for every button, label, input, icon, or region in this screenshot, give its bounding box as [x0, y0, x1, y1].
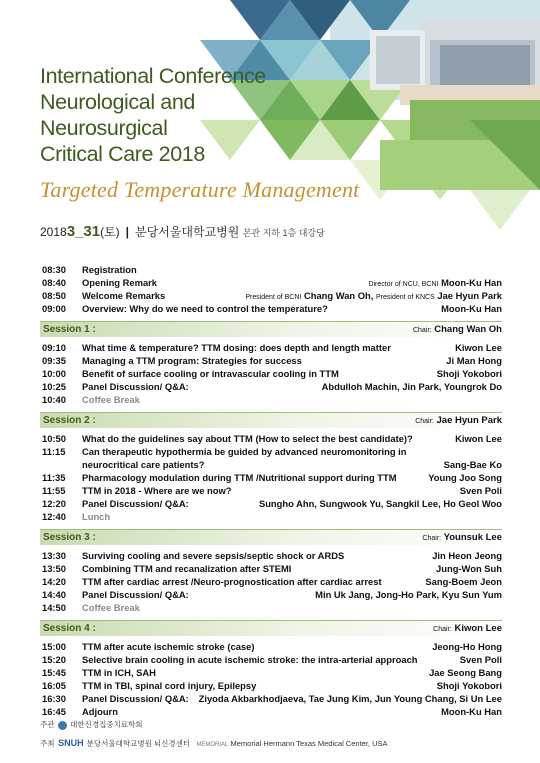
chair-label: Chair: — [412, 327, 432, 334]
topic: TTM in ICH, SAH — [82, 667, 156, 678]
title-line: Neurological and — [40, 90, 195, 114]
schedule-row — [40, 666, 502, 679]
chair-name: Jae Hyun Park — [436, 415, 502, 426]
host-label: 주관 — [40, 720, 55, 729]
time: 13:50 — [42, 563, 66, 574]
time: 14:40 — [42, 589, 66, 600]
speaker: Min Uk Jang, Jong-Ho Park, Kyu Sun Yum — [315, 589, 502, 600]
topic: Combining TTM and recanalization after STEMI — [82, 563, 292, 574]
session-header — [40, 620, 502, 636]
topic: What time & temperature? TTM dosing: does depth and length matter — [82, 342, 391, 353]
schedule-row — [40, 432, 502, 445]
venue: 분당서울대학교병원 — [135, 225, 240, 239]
schedule-row — [40, 549, 502, 562]
topic: Welcome Remarks — [82, 290, 166, 301]
topic: Adjourn — [82, 706, 118, 717]
speaker: Jeong-Ho Hong — [432, 641, 502, 652]
topic: Lunch — [82, 511, 111, 522]
kncs-logo-icon — [58, 721, 67, 730]
session-name: Session 3 : — [43, 532, 96, 543]
speaker: Moon-Ku Han — [441, 706, 502, 717]
chair-label: Chair: — [433, 626, 452, 633]
schedule-row — [40, 302, 502, 315]
session-chair — [413, 322, 502, 338]
topic: TTM in 2018 - Where are we now? — [82, 485, 232, 496]
schedule-row — [40, 484, 502, 497]
topic: Opening Remark — [82, 277, 158, 288]
schedule-row — [40, 354, 502, 367]
speaker-name: Jae Hyun Park — [437, 290, 502, 301]
time: 11:55 — [42, 485, 66, 496]
session-name: Session 1 : — [43, 324, 96, 335]
chair-label: Chair: — [422, 535, 442, 542]
time: 12:40 — [42, 511, 66, 522]
speaker-name: Chang Wan Oh, — [303, 290, 374, 301]
title-line: International Conference — [40, 64, 266, 88]
session-name: Session 4 : — [43, 623, 96, 634]
topic: Surviving cooling and severe sepsis/septic shock or ARDS — [82, 550, 345, 561]
speaker: Ziyoda Akbarkhodjaeva, Tae Jung Kim, Jun Young Chang, Si Un Lee — [198, 693, 502, 704]
topic: Registration — [82, 264, 137, 275]
session-name: Session 2 : — [43, 415, 96, 426]
time: 16:05 — [42, 680, 66, 691]
title-line: Critical Care 2018 — [40, 142, 205, 166]
schedule-row — [40, 341, 502, 354]
topic: Managing a TTM program: Strategies for success — [82, 355, 302, 366]
speaker: Sungho Ahn, Sungwook Yu, Sangkil Lee, Ho Geol Woo — [258, 498, 502, 509]
speaker-role: President of KNCS — [376, 294, 435, 301]
schedule-row — [40, 562, 502, 575]
speaker-role: Director of NCU, BCNI — [368, 281, 439, 288]
host-line — [40, 716, 388, 734]
chair-name: Chang Wan Oh — [434, 324, 502, 335]
topic: Panel Discussion/ Q&A: — [82, 589, 189, 600]
organizer-1: 분당서울대학교병원 뇌신경센터 — [86, 739, 191, 748]
time: 11:15 — [42, 446, 66, 457]
schedule-row — [40, 380, 502, 393]
time: 12:20 — [42, 498, 66, 509]
memorial-logo: MEMORIAL — [196, 742, 229, 748]
speaker: Jin Heon Jeong — [432, 550, 502, 561]
topic: TTM after acute ischemic stroke (case) — [82, 641, 255, 652]
date-venue-line — [40, 223, 325, 240]
speaker: Kiwon Lee — [455, 342, 502, 353]
topic: Overview: Why do we need to control the temperature? — [82, 303, 328, 314]
session-chair — [433, 621, 502, 637]
schedule-row — [40, 588, 502, 601]
time: 10:00 — [42, 368, 66, 379]
date-year: 2018 — [40, 225, 67, 239]
schedule-row — [40, 692, 502, 705]
time: 14:50 — [42, 602, 66, 613]
topic: neurocritical care patients? — [82, 459, 205, 470]
conference-subtitle: Targeted Temperature Management — [40, 177, 360, 202]
session-header — [40, 412, 502, 428]
organizer-label: 주최 — [40, 739, 55, 748]
topic: Selective brain cooling in acute ischemic stroke: the intra-arterial approach — [82, 654, 418, 665]
schedule-row — [40, 458, 502, 471]
title-line: Neurosurgical — [40, 116, 168, 140]
time: 16:45 — [42, 706, 66, 717]
organizer-line — [40, 734, 388, 752]
time: 08:50 — [42, 290, 66, 301]
speaker: Jung-Won Suh — [436, 563, 502, 574]
speaker: Abdulloh Machin, Jin Park, Youngrok Do — [321, 381, 502, 392]
topic: Pharmacology modulation during TTM /Nutritional support during TTM — [82, 472, 397, 483]
time: 15:45 — [42, 667, 66, 678]
session-header — [40, 321, 502, 337]
time: 14:20 — [42, 576, 66, 587]
chair-name: Kiwon Lee — [454, 623, 502, 634]
time: 16:30 — [42, 693, 66, 704]
speaker: Shoji Yokobori — [436, 680, 502, 691]
time: 09:35 — [42, 355, 66, 366]
divider: | — [125, 225, 130, 239]
time: 08:30 — [42, 264, 66, 275]
spacer — [40, 406, 502, 410]
schedule-row — [40, 575, 502, 588]
snuh-logo: SNUH — [58, 738, 84, 748]
break-row — [40, 601, 502, 614]
session-header — [40, 529, 502, 545]
time: 10:50 — [42, 433, 66, 444]
speaker: Jae Seong Bang — [429, 667, 502, 678]
sessions — [40, 315, 502, 718]
schedule-row — [40, 497, 502, 510]
footer — [40, 716, 388, 752]
topic: Benefit of surface cooling or intravascular cooling in TTM — [82, 368, 339, 379]
conference-title — [40, 63, 266, 167]
topic: Can therapeutic hypothermia be guided by advanced neuromonitoring in — [82, 446, 407, 457]
host-name: 대한신경집중치료학회 — [70, 720, 143, 729]
date-month-day: 3_31 — [66, 223, 101, 240]
venue-detail: 본관 지하 1층 대강당 — [242, 228, 325, 238]
session-chair — [422, 530, 502, 546]
hero-graphic — [0, 0, 540, 232]
topic: TTM in TBI, spinal cord injury, Epilepsy — [82, 680, 257, 691]
topic: What do the guidelines say about TTM (How to select the best candidate)? — [82, 433, 413, 444]
speaker: Sang-Bae Ko — [443, 459, 502, 470]
break-row — [40, 393, 502, 406]
speaker: Sang-Boem Jeon — [425, 576, 502, 587]
spacer — [40, 315, 502, 319]
speaker: Ji Man Hong — [446, 355, 502, 366]
schedule-row — [40, 276, 502, 289]
spacer — [40, 614, 502, 618]
organizer-2: Memorial Hermann Texas Medical Center, USA — [230, 739, 388, 748]
topic: Coffee Break — [82, 602, 140, 613]
topic: TTM after cardiac arrest /Neuro-prognostication after cardiac arrest — [82, 576, 382, 587]
chair-name: Younsuk Lee — [443, 532, 502, 543]
chair-label: Chair: — [415, 418, 434, 425]
schedule-row — [40, 445, 502, 458]
topic: Coffee Break — [82, 394, 140, 405]
time: 10:40 — [42, 394, 66, 405]
time: 09:00 — [42, 303, 66, 314]
time: 15:20 — [42, 654, 66, 665]
time: 08:40 — [42, 277, 66, 288]
schedule-row — [40, 289, 502, 302]
date-weekday: (토) — [100, 225, 120, 239]
speaker: Young Joo Song — [428, 472, 502, 483]
time: 15:00 — [42, 641, 66, 652]
topic: Panel Discussion/ Q&A: — [82, 381, 189, 392]
break-row — [40, 510, 502, 523]
speaker: Moon-Ku Han — [441, 303, 502, 314]
speaker: Sven Poli — [459, 485, 502, 496]
schedule-row — [40, 653, 502, 666]
time: 09:10 — [42, 342, 66, 353]
program-schedule — [40, 263, 502, 718]
time: 10:25 — [42, 381, 66, 392]
speaker-role: President of BCNI — [245, 294, 302, 301]
speaker: Kiwon Lee — [455, 433, 502, 444]
time: 11:35 — [42, 472, 66, 483]
topic: Panel Discussion/ Q&A: — [82, 693, 189, 704]
spacer — [40, 523, 502, 527]
speaker: Shoji Yokobori — [436, 368, 502, 379]
session-chair — [415, 413, 502, 429]
schedule-row — [40, 471, 502, 484]
schedule-row — [40, 367, 502, 380]
time: 13:30 — [42, 550, 66, 561]
schedule-row — [40, 640, 502, 653]
speaker-name: Moon-Ku Han — [441, 277, 502, 288]
speaker: Sven Poli — [459, 654, 502, 665]
schedule-row — [40, 263, 502, 276]
topic: Panel Discussion/ Q&A: — [82, 498, 189, 509]
schedule-row — [40, 679, 502, 692]
